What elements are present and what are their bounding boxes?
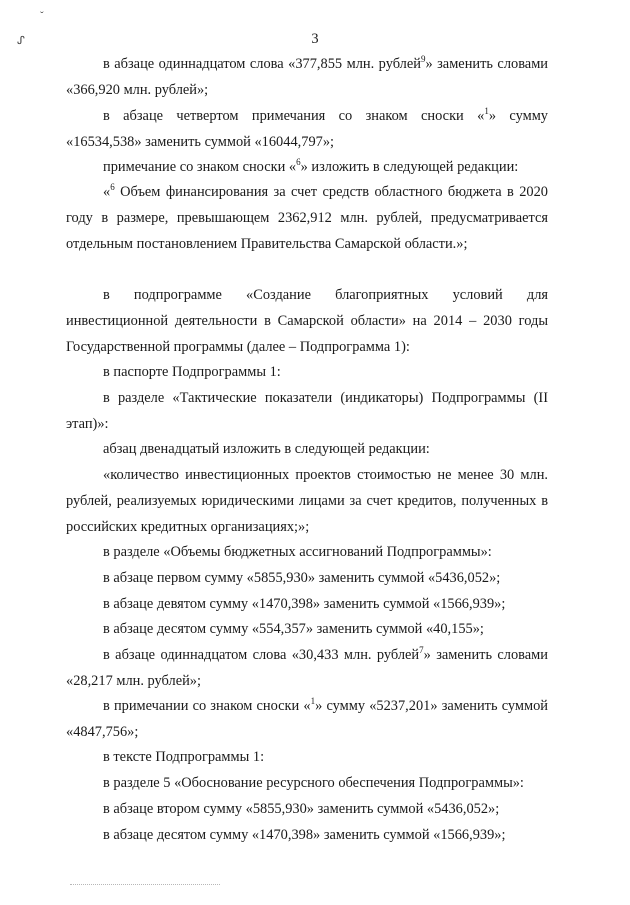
page-number: 3 — [311, 31, 319, 47]
scan-artifact — [70, 884, 220, 891]
paragraph: в абзаце первом сумму «5855,930» заменить суммой «5436,052»; — [103, 570, 501, 586]
scan-artifact: ˇ — [40, 10, 44, 22]
paragraph: абзац двенадцатый изложить в следующей редакции: — [103, 441, 430, 457]
paragraph: в абзаце девятом сумму «1470,398» заменить суммой «1566,939»; — [103, 596, 506, 612]
paragraph: в абзаце втором сумму «5855,930» заменить суммой «5436,052»; — [103, 801, 500, 817]
footnote-mark: 6 — [296, 157, 301, 167]
paragraph: в разделе 5 «Обоснование ресурсного обеспечения Подпрограммы»: — [103, 775, 524, 791]
paragraph: в примечании со знаком сноски «$^1$» сумму «5237,201» заменить суммой «4847,756»; — [66, 696, 549, 740]
paragraph: в тексте Подпрограммы 1: — [103, 749, 265, 765]
paragraph: в подпрограмме «Создание благоприятных условий для инвестиционной деятельности в Самарской области» на 2014 – 2030 годы Государственной программы (далее – Подпрограмма 1): — [66, 287, 548, 355]
footnote-mark: 7 — [419, 645, 424, 655]
footnote-mark: 1 — [484, 106, 489, 116]
paragraph: в абзаце четвертом примечания со знаком сноски «$^1$» сумму «16534,538» заменить суммой «16044,797»; — [66, 106, 549, 150]
paragraph: в абзаце десятом сумму «554,357» заменить суммой «40,155»; — [103, 621, 484, 637]
footnote-mark: 6 — [110, 182, 115, 192]
paragraph: в абзаце десятом сумму «1470,398» заменить суммой «1566,939»; — [103, 827, 506, 843]
paragraph: в паспорте Подпрограммы 1: — [103, 364, 281, 380]
paragraph: в разделе «Тактические показатели (индикаторы) Подпрограммы (II этап)»: — [66, 390, 548, 432]
footnote-mark: 9 — [420, 54, 426, 64]
paragraph: «количество инвестиционных проектов стоимостью не менее 30 млн. рублей, реализуемых юридическими лицами за счет кредитов, полученных в российских кредитных организациях;»; — [66, 467, 548, 535]
footnote-mark: 1 — [310, 696, 316, 706]
paragraph: примечание со знаком сноски «$^6$» изложить в следующей редакции: — [103, 157, 519, 175]
paragraph: в абзаце одиннадцатом слова «377,855 млн. рублей$^9$» заменить словами «366,920 млн. рублей»; — [66, 54, 549, 98]
paragraph: в разделе «Объемы бюджетных ассигнований Подпрограммы»: — [103, 544, 492, 560]
paragraph: «$^6$ Объем финансирования за счет средств областного бюджета в 2020 году в размере, превышающем 2362,912 млн. рублей, предусматривается отдельным постановлением Правительства Самарской области.»; — [66, 182, 548, 252]
scan-artifact: ᔑ — [17, 35, 25, 47]
paragraph: в абзаце одиннадцатом слова «30,433 млн. рублей$^7$» заменить словами «28,217 млн. рублей»; — [66, 645, 548, 689]
